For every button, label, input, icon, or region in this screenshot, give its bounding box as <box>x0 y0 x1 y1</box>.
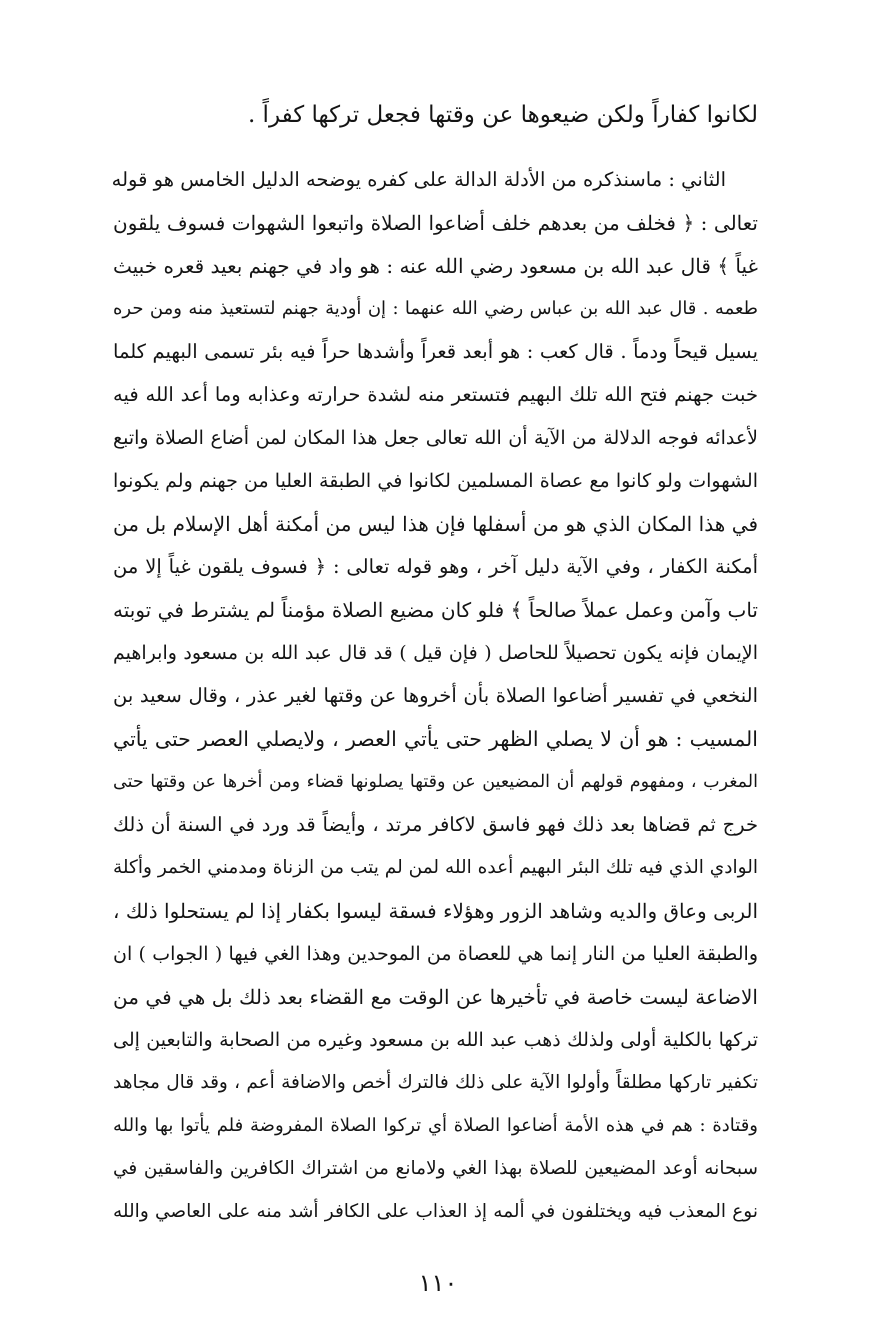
text-line: الشهوات ولو كانوا مع عصاة المسلمين لكانوا في الطبقة العليا من جهنم ولم يكونوا <box>113 470 758 492</box>
text-line: أمكنة الكفار ، وفي الآية دليل آخر ، وهو قوله تعالى : ﴿ فسوف يلقون غياً إلا من <box>113 555 758 578</box>
text-line: غياً ﴾ قال عبد الله بن مسعود رضي الله عنه : هو واد في جهنم بعيد قعره خبيث <box>113 254 758 278</box>
text-line: خبت جهنم فتح الله تلك البهيم فتستعر منه لشدة حرارته وعذابه وما أعد الله فيه <box>113 383 758 406</box>
text-line: الاضاعة ليست خاصة في تأخيرها عن الوقت مع القضاء بعد ذلك بل هي في من <box>113 985 758 1009</box>
text-line: في هذا المكان الذي هو من أسفلها فإن هذا ليس من أمكنة أهل الإسلام بل من <box>113 512 758 536</box>
paragraph-first-line: الثاني : ماسنذكره من الأدلة الدالة على كفره يوضحه الدليل الخامس هو قوله <box>111 168 726 191</box>
text-line: تاب وآمن وعمل عملاً صالحاً ﴾ فلو كان مضيع الصلاة مؤمناً لم يشترط في توبته <box>113 598 758 622</box>
text-line: تعالى : ﴿ فخلف من بعدهم خلف أضاعوا الصلاة واتبعوا الشهوات فسوف يلقون <box>113 211 758 235</box>
text-line: المغرب ، ومفهوم قولهم أن المضيعين عن وقتها يصلونها قضاء ومن أخرها عن وقتها حتى <box>113 772 758 792</box>
text-line: نوع المعذب فيه ويختلفون في ألمه إذ العذاب على الكافر أشد منه على العاصي والله <box>113 1201 758 1222</box>
text-line: الربى وعاق والديه وشاهد الزور وهؤلاء فسقة ليسوا بكفار إذا لم يستحلوا ذلك ، <box>113 899 758 923</box>
text-line: النخعي في تفسير أضاعوا الصلاة بأن أخروها عن وقتها لغير عذر ، وقال سعيد بن <box>113 684 758 707</box>
text-line: خرج ثم قضاها بعد ذلك فهو فاسق لاكافر مرتد ، وأيضاً قد ورد في السنة أن ذلك <box>113 813 758 836</box>
text-line: طعمه . قال عبد الله بن عباس رضي الله عنهما : إن أودية جهنم لتستعيذ منه ومن حره <box>113 298 758 319</box>
text-line: تركها بالكلية أولى ولذلك ذهب عبد الله بن مسعود وغيره من الصحابة والتابعين إلى <box>113 1029 758 1051</box>
text-line: الوادي الذي فيه تلك البئر البهيم أعده الله لمن لم يتب من الزناة ومدمني الخمر وأكلة <box>113 857 758 878</box>
page-number: ١١٠ <box>418 1269 458 1297</box>
text-line: يسيل قيحاً ودماً . قال كعب : هو أبعد قعراً وأشدها حراً فيه بئر تسمى البهيم كلما <box>113 340 758 363</box>
text-line: المسيب : هو أن لا يصلي الظهر حتى يأتي العصر ، ولايصلي العصر حتى يأتي <box>113 727 758 751</box>
text-line: سبحانه أوعد المضيعين للصلاة بهذا الغي ولامانع من اشتراك الكافرين والفاسقين في <box>113 1158 758 1179</box>
text-line: الإيمان فإنه يكون تحصيلاً للحاصل ( فإن قيل ) قد قال عبد الله بن مسعود وابراهيم <box>113 642 758 664</box>
text-line: تكفير تاركها مطلقاً وأولوا الآية على ذلك فالترك أخص والاضافة أعم ، وقد قال مجاهد <box>113 1072 758 1093</box>
text-line: وقتادة : هم في هذه الأمة أضاعوا الصلاة أي تركوا الصلاة المفروضة فلم يأتوا بها والله <box>113 1115 758 1136</box>
text-line: والطبقة العليا من النار إنما هي للعصاة من الموحدين وهذا الغي فيها ( الجواب ) ان <box>113 943 758 965</box>
text-line: لأعدائه فوجه الدلالة من الآية أن الله تعالى جعل هذا المكان لمن أضاع الصلاة واتبع <box>113 427 758 449</box>
text-line: لكانوا كفاراً ولكن ضيعوها عن وقتها فجعل تركها كفراً . <box>247 102 758 128</box>
